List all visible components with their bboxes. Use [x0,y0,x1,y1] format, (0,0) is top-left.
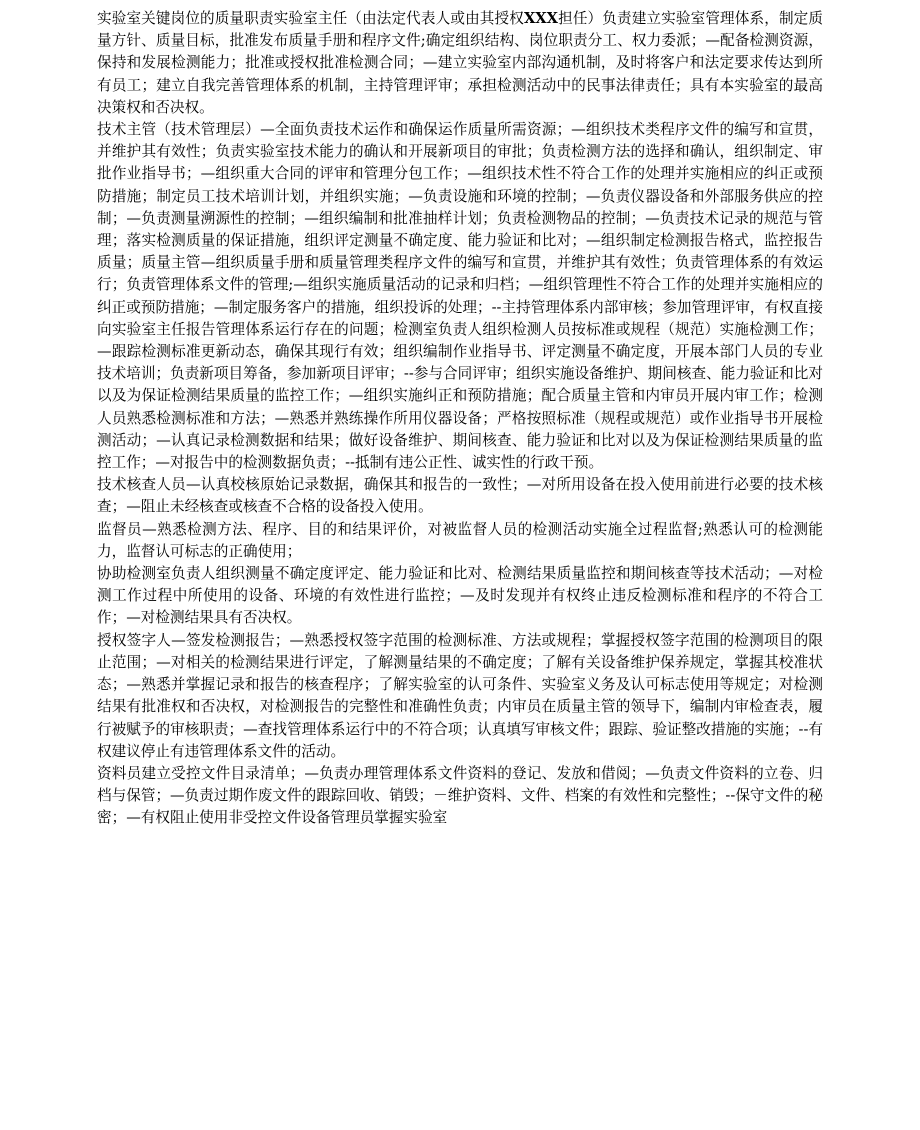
paragraph-lab-director [97,8,823,119]
paragraph-technical-director: 技术主管（技术管理层）—全面负责技术运作和确保运作质量所需资源；—组织技术类程序文件的编写和宣贯，并维护其有效性；负责实验室技术能力的确认和开展新项目的审批；负责检测方法的选择和确认，组织制定、审批作业指导书；—组织重大合同的评审和管理分包工作；—组织技术性不符合工作的处理并实施相应的纠正或预防措施；制定员工技术培训计划，并组织实施；—负责设施和环境的控制；—负责仪器设备和外部服务供应的控制；—负责测量溯源性的控制；—组织编制和批准抽样计划；负责检测物品的控制；—负责技术记录的规范与管理；落实检测质量的保证措施，组织评定测量不确定度、能力验证和比对；—组织制定检测报告格式，监控报告质量；质量主管—组织质量手册和质量管理类程序文件的编写和宣贯，并维护其有效性；负责管理体系的有效运行；负责管理体系文件的管理;—组织实施质量活动的记录和归档；—组织管理性不符合工作的处理并实施相应的纠正或预防措施；—制定服务客户的措施，组织投诉的处理；--主持管理体系内部审核；参加管理评审，有权直接向实验室主任报告管理体系运行存在的问题；检测室负责人组织检测人员按标准或规程（规范）实施检测工作；—跟踪检测标准更新动态，确保其现行有效；组织编制作业指导书、评定测量不确定度，开展本部门人员的专业技术培训；负责新项目筹备，参加新项目评审；--参与合同评审；组织实施设备维护、期间核查、能力验证和比对以及为保证检测结果质量的监控工作；—组织实施纠正和预防措施；配合质量主管和内审员开展内审工作；检测人员熟悉检测标准和方法；—熟悉并熟练操作所用仪器设备；严格按照标准（规程或规范）或作业指导书开展检测活动；—认真记录检测数据和结果；做好设备维护、期间核查、能力验证和比对以及为保证检测结果质量的监控工作；—对报告中的检测数据负责；--抵制有违公正性、诚实性的行政干预。 [97,121,823,472]
paragraph-archivist: 资料员建立受控文件目录清单；—负责办理管理体系文件资料的登记、发放和借阅；—负责文件资料的立卷、归档与保管；—负责过期作废文件的跟踪回收、销毁；－维护资料、文件、档案的有效性和完整性；--保守文件的秘密；—有权阻止使用非受控文件设备管理员掌握实验室 [97,764,823,827]
paragraph-authorized-signatory: 授权签字人—签发检测报告；—熟悉授权签字范围的检测标准、方法或规程；掌握授权签字范围的检测项目的限止范围；—对相关的检测结果进行评定，了解测量结果的不确定度；了解有关设备维护保养规定，掌握其校准状态；—熟悉并掌握记录和报告的核查程序；了解实验室的认可条件、实验室义务及认可标志使用等规定；对检测结果有批准权和否决权，对检测报告的完整性和准确性负责；内审员在质量主管的领导下，编制内审检查表，履行被赋予的审核职责；—查找管理体系运行中的不符合项；认真填写审核文件；跟踪、验证整改措施的实施；--有权建议停止有违管理体系文件的活动。 [97,631,823,760]
paragraph-supervisor: 监督员—熟悉检测方法、程序、目的和结果评价，对被监督人员的检测活动实施全过程监督;熟悉认可的检测能力，监督认可标志的正确使用； [97,520,823,560]
paragraph-technical-verifier: 技术核查人员—认真校核原始记录数据，确保其和报告的一致性；—对所用设备在投入使用前进行必要的技术核查；—阻止未经核查或核查不合格的设备投入使用。 [97,476,823,516]
lab-director-text-part1: 实验室关键岗位的质量职责实验室主任（由法定代表人或由其授权 [97,10,524,27]
paragraph-assist-lab-head: 协助检测室负责人组织测量不确定度评定、能力验证和比对、检测结果质量监控和期间核查等技术活动；—对检测工作过程中所使用的设备、环境的有效性进行监控；—及时发现并有权终止违反检测标准和程序的不符合工作；—对检测结果具有否决权。 [97,565,823,627]
lab-director-placeholder-name: XXX [523,10,558,27]
document-text-column [97,8,823,830]
lab-director-text-part2: 担任）负责建立实验室管理体系，制定质量方针、质量目标，批准发布质量手册和程序文件;确定组织结构、岗位职责分工、权力委派；—配备检测资源，保持和发展检测能力；批准或授权批准检测合同；—建立实验室内部沟通机制，及时将客户和法定要求传达到所有员工；建立自我完善管理体系的机制，主持管理评审；承担检测活动中的民事法律责任；具有本实验室的最高决策权和否决权。 [97,10,823,116]
